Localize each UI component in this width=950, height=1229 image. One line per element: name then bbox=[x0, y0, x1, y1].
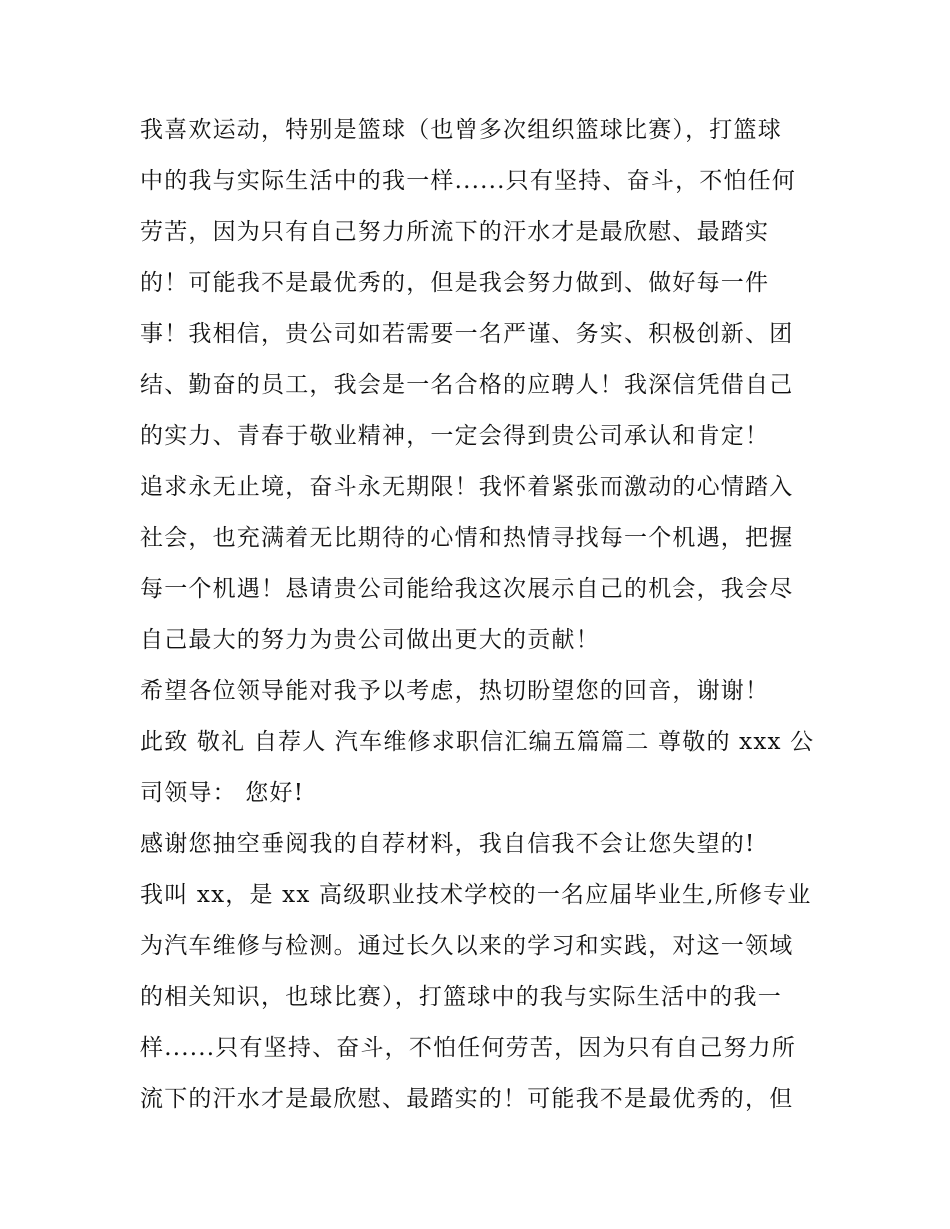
text-line: 样......只有坚持、奋斗，不怕任何劳苦，因为只有自己努力所 bbox=[140, 1035, 797, 1061]
text-line: 的！可能我不是最优秀的，但是我会努力做到、做好每一件 bbox=[140, 270, 770, 296]
body-text bbox=[140, 108, 820, 1128]
text-line: 自己最大的努力为贵公司做出更大的贡献！ bbox=[140, 627, 600, 653]
text-line: 事！我相信，贵公司如若需要一名严谨、务实、积极创新、团 bbox=[140, 321, 794, 347]
text-line: 中的我与实际生活中的我一样......只有坚持、奋斗，不怕任何 bbox=[140, 168, 797, 194]
text-line: 的实力、青春于敬业精神，一定会得到贵公司承认和肯定！ bbox=[140, 423, 770, 449]
text-line: 此致 敬礼 自荐人 汽车维修求职信汇编五篇篇二 尊敬的 xxx 公 bbox=[140, 729, 815, 755]
text-line: 希望各位领导能对我予以考虑，热切盼望您的回音，谢谢！ bbox=[140, 678, 770, 704]
text-line: 流下的汗水才是最欣慰、最踏实的！可能我不是最优秀的，但 bbox=[140, 1086, 794, 1112]
text-line: 我叫 xx，是 xx 高级职业技术学校的一名应届毕业生,所修专业 bbox=[140, 882, 812, 908]
text-line: 为汽车维修与检测。通过长久以来的学习和实践，对这一领域 bbox=[140, 933, 794, 959]
text-line: 每一个机遇！恳请贵公司能给我这次展示自己的机会，我会尽 bbox=[140, 576, 794, 602]
text-line: 结、勤奋的员工，我会是一名合格的应聘人！我深信凭借自己 bbox=[140, 372, 794, 398]
text-line: 社会，也充满着无比期待的心情和热情寻找每一个机遇，把握 bbox=[140, 525, 794, 551]
text-line: 感谢您抽空垂阅我的自荐材料，我自信我不会让您失望的! bbox=[140, 831, 756, 857]
text-line: 劳苦，因为只有自己努力所流下的汗水才是最欣慰、最踏实 bbox=[140, 219, 770, 245]
text-line: 我喜欢运动，特别是篮球（也曾多次组织篮球比赛），打篮球 bbox=[140, 117, 782, 143]
text-line: 追求永无止境，奋斗永无期限！我怀着紧张而激动的心情踏入 bbox=[140, 474, 794, 500]
text-line: 的相关知识，也球比赛），打篮球中的我与实际生活中的我一 bbox=[140, 984, 782, 1010]
text-line: 司领导： 您好! bbox=[140, 780, 305, 806]
